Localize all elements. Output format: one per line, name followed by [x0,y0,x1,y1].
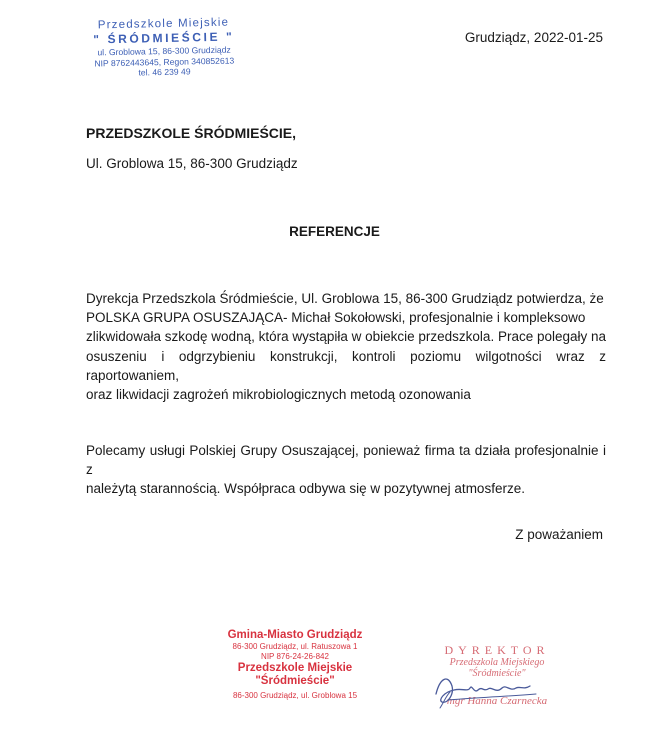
director-stamp-line-2: "Śródmieście" [468,668,526,679]
stamp-line-2: " ŚRÓDMIEŚCIE " [93,29,235,47]
municipal-stamp-line-1: Gmina-Miasto Grudziądz [227,629,363,641]
signature-image [418,664,568,714]
stamp-line-1: Przedszkole Miejskie [97,16,230,32]
paragraph-line: osuszeniu i odgrzybieniu konstrukcji, kontroli poziomu wilgotności wraz z raportowaniem, [86,348,606,383]
stamp-line-3: ul. Groblowa 15, 86-300 Grudziądz [97,44,231,58]
body-paragraph-1 [86,289,606,404]
municipal-stamp [215,628,375,701]
municipal-stamp-line-2: 86-300 Grudziądz, ul. Ratuszowa 1 [232,642,358,651]
paragraph-line: Polecamy usługi Polskiej Grupy Osuszającej, ponieważ firma ta działa profesjonalnie i z [86,443,606,478]
director-name: mgr Hanna Czarnecka [446,695,548,707]
document-date: Grudziądz, 2022-01-25 [464,30,603,45]
closing-salutation: Z poważaniem [515,527,603,542]
paragraph-line: zlikwidowała szkodę wodną, która wystąpiła w obiekcie przedszkola. Prace polegały na [86,329,607,345]
school-stamp-top [83,15,244,79]
municipal-stamp-line-3: NIP 876-24-26-842 [261,652,329,661]
stamp-line-5: tel. 46 239 49 [138,66,191,78]
recipient-name: PRZEDSZKOLE ŚRÓDMIEŚCIE, [86,125,297,141]
paragraph-line: Dyrekcja Przedszkola Śródmieście, Ul. Groblowa 15, 86-300 Grudziądz potwierdza, że [86,291,604,306]
municipal-stamp-line-5: "Śródmieście" [255,675,335,687]
director-title: DYREKTOR [444,643,550,657]
recipient-address: Ul. Groblowa 15, 86-300 Grudziądz [86,156,298,171]
document-title: REFERENCJE [289,224,380,239]
municipal-stamp-line-4: Przedszkole Miejskie [237,662,353,674]
paragraph-line: POLSKA GRUPA OSUSZAJĄCA- Michał Sokołowski, profesjonalnie i kompleksowo [86,310,586,326]
municipal-stamp-line-6: 86-300 Grudziądz, ul. Groblowa 15 [232,691,358,700]
stamp-line-4: NIP 8762443645, Regon 340852613 [94,55,235,68]
paragraph-line: oraz likwidacji zagrożeń mikrobiologicznych metodą ozonowania [86,387,471,403]
director-stamp-line-1: Przedszkola Miejskiego [449,657,545,668]
paragraph-line: należytą starannością. Współpraca odbywa się w pozytywnej atmosferze. [86,481,525,497]
body-paragraph-2 [86,441,606,499]
